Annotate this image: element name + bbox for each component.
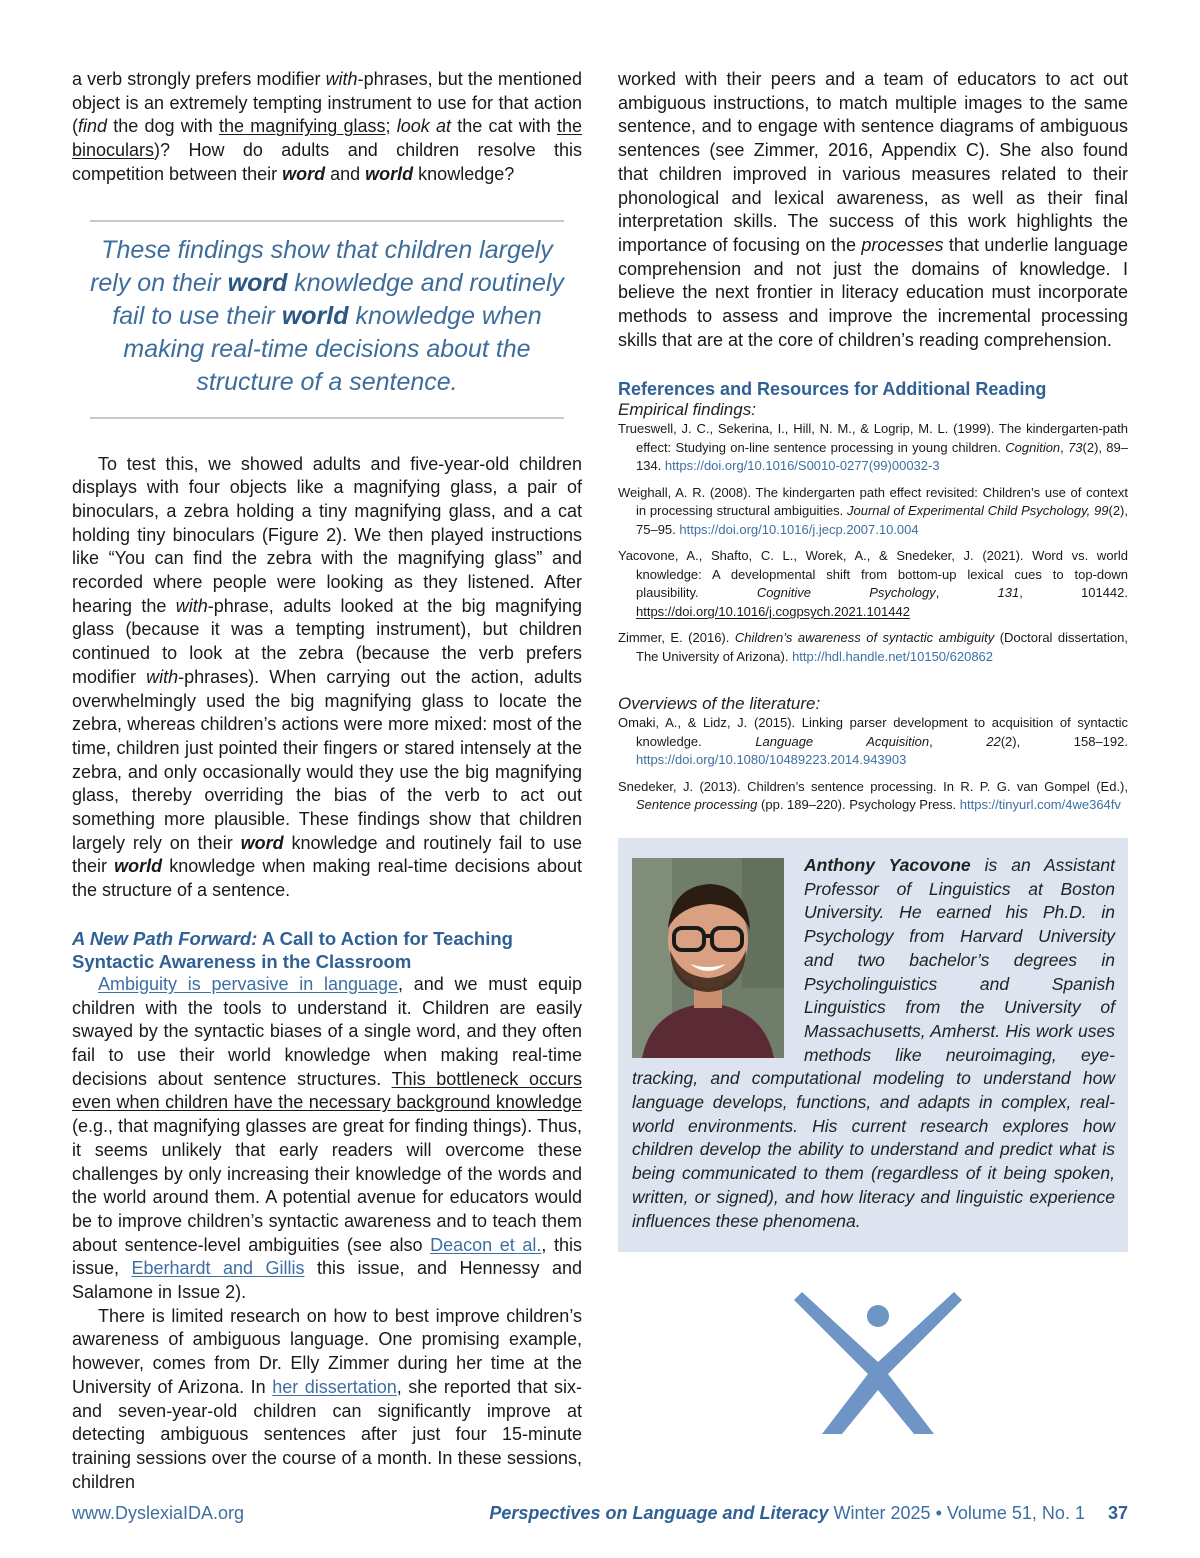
reference-item: Weighall, A. R. (2008). The kindergarten path effect revisited: Children’s use of context in processing structural ambiguities. Journal of Experimental Child Psychology, 99(2), 75–95. https://doi.org/10.1016/j.jecp.2007.10.004: [618, 484, 1128, 537]
author-bio-box: [618, 838, 1128, 1252]
reference-url[interactable]: https://doi.org/10.1080/10489223.2014.943903: [636, 752, 907, 768]
ambiguity-link[interactable]: Ambiguity is pervasive in language: [98, 973, 399, 994]
reference-item: Yacovone, A., Shafto, C. L., Worek, A., & Snedeker, J. (2021). Word vs. world knowledge: A developmental shift from bottom-up lexical cues to top-down plausibility. Cognitive Psychology, 131, 101442. https://doi.org/10.1016/j.cogpsych.2021.101442: [618, 548, 1128, 619]
reference-item: Zimmer, E. (2016). Children’s awareness of syntactic ambiguity (Doctoral dissertation, The University of Arizona). http://hdl.handle.net/10150/620862: [618, 630, 1129, 664]
ida-logo-icon: [794, 1286, 962, 1436]
experiment-paragraph: To test this, we showed adults and five-year-old children displays with four objects like a magnifying glass, a pair of binoculars, a zebra holding a tiny magnifying glass, and a cat holding tiny binoculars (Figure 2). We then played instructions like “You can find the zebra with the magnifying glass” and recorded where people were looking as they listened. After hearing the with-phrase, adults looked at the big magnifying glass (because it was a tempting instrument), but children continued to look at the zebra (because the verb prefers modifier with-phrases). When carrying out the action, adults overwhelmingly used the big magnifying glass to locate the zebra, whereas children’s actions were more mixed: most of the time, children just pointed their fingers or stared intensely at the zebra, and only occasionally would they use the big magnifying glass, thereby overriding the bias of the verb to act out something more plausible. These findings show that children largely rely on their word knowledge and routinely fail to use their world knowledge when making real-time decisions about the structure of a sentence.: [72, 453, 582, 901]
reference-url[interactable]: https://tinyurl.com/4we364fv: [959, 797, 1121, 813]
references-heading: References and Resources for Additional Reading: [618, 379, 1047, 400]
pull-quote: These findings show that children largely rely on their word knowledge and routinely fail to use their world knowledge when making real-time decisions about the structure of a sentence.: [90, 220, 564, 419]
reference-item: Trueswell, J. C., Sekerina, I., Hill, N. M., & Logrip, M. L. (1999). The kindergarten-path effect: Studying on-line sentence processing in young children. Cognition, 73(2), 89–134. https://doi.org/10.1016/S0010-0277(99)00032-3: [618, 421, 1128, 474]
overviews-label: Overviews of the literature:: [618, 694, 821, 714]
footer-issue: Winter 2025 • Volume 51, No. 1: [833, 1503, 1085, 1523]
call-to-action-paragraph: Ambiguity is pervasive in language, and we must equip children with the tools to understand it. Children are easily swayed by the syntactic biases of a single word, and they often fail to use their world knowledge when making real-time decisions about sentence structures. This bottleneck occurs even when children have the necessary background knowledge (e.g., that magnifying glasses are great for finding things). Thus, it seems unlikely that early readers will overcome these challenges by only increasing their knowledge of the words and the world around them. A potential avenue for educators would be to improve children’s syntactic awareness and to teach them about sentence-level ambiguities (see also Deacon et al., this issue, Eberhardt and Gillis this issue, and Hennessy and Salamone in Issue 2).: [72, 973, 582, 1303]
empirical-findings-label: Empirical findings:: [618, 400, 756, 420]
deacon-link[interactable]: Deacon et al.: [430, 1234, 542, 1255]
intro-paragraph: a verb strongly prefers modifier with-phrases, but the mentioned object is an extremely tempting instrument to use for that action (find the dog with the magnifying glass; look at the cat with the binoculars)? How do adults and children resolve this competition between their word and world knowledge?: [72, 69, 582, 184]
author-bio-text: Anthony Yacovone is an Assistant Professor of Linguistics at Boston University. He earned his Ph.D. in Psychology from Harvard University and two bachelor’s degrees in Psycholinguistics and Spanish Linguistics from the University of Massachusetts, Amherst. His work uses methods like neuroimaging, eye-tracking, and computational modeling to understand how language develops, functions, and adapts in complex, real-world environments. His current research explores how children develop the ability to understand and predict what is being communicated to them (regardless of it being spoken, written, or signed), and how literacy and linguistic experience influences these phenomena.: [632, 855, 1115, 1231]
footer-journal: Perspectives on Language and Literacy: [489, 1503, 829, 1523]
eberhardt-gillis-link[interactable]: Eberhardt and Gillis: [131, 1258, 305, 1279]
reference-url[interactable]: http://hdl.handle.net/10150/620862: [792, 648, 994, 664]
page-number: 37: [1107, 1503, 1128, 1523]
reference-url[interactable]: https://doi.org/10.1016/S0010-0277(99)00032-3: [664, 458, 940, 474]
reference-item: Snedeker, J. (2013). Children’s sentence processing. In R. P. G. van Gompel (Ed.), Sentence processing (pp. 189–220). Psychology Press. https://tinyurl.com/4we364fv: [618, 778, 1128, 813]
dissertation-link[interactable]: her dissertation: [272, 1376, 397, 1397]
reference-url[interactable]: https://doi.org/10.1016/j.cogpsych.2021.101442: [636, 603, 910, 619]
section-heading: A New Path Forward: A Call to Action for Teaching Syntactic Awareness in the Classroom: [72, 927, 513, 972]
reference-item: Omaki, A., & Lidz, J. (2015). Linking parser development to acquisition of syntactic knowledge. Language Acquisition, 22(2), 158–192. https://doi.org/10.1080/10489223.2014.943903: [618, 715, 1128, 768]
footer-citation: [489, 1502, 1128, 1524]
footer-website[interactable]: www.DyslexiaIDA.org: [72, 1503, 245, 1523]
left-column: [72, 68, 582, 1494]
author-name: Anthony Yacovone: [804, 855, 971, 875]
continuation-paragraph: worked with their peers and a team of educators to act out ambiguous instructions, to match multiple images to the same sentence, and to engage with sentence diagrams of ambiguous sentences (see Zimmer, 2016, Appendix C). She also found that children improved in various measures related to their phonological and lexical awareness, as well as their final interpretation skills. The success of this work highlights the importance of focusing on the processes that underlie language comprehension and not just the domains of knowledge. I believe the next frontier in literacy education must incorporate methods to assess and improve the incremental processing skills that are at the core of children’s reading comprehension.: [618, 69, 1128, 350]
right-column: [618, 68, 1128, 823]
research-paragraph: There is limited research on how to best improve children’s awareness of ambiguous language. One promising example, however, comes from Dr. Elly Zimmer during her time at the University of Arizona. In her dissertation, she reported that six- and seven-year-old children can significantly improve at detecting ambiguous sentences after just four 15-minute training sessions over the course of a month. In these sessions, children: [72, 1305, 582, 1492]
reference-url[interactable]: https://doi.org/10.1016/j.jecp.2007.10.004: [679, 521, 919, 537]
